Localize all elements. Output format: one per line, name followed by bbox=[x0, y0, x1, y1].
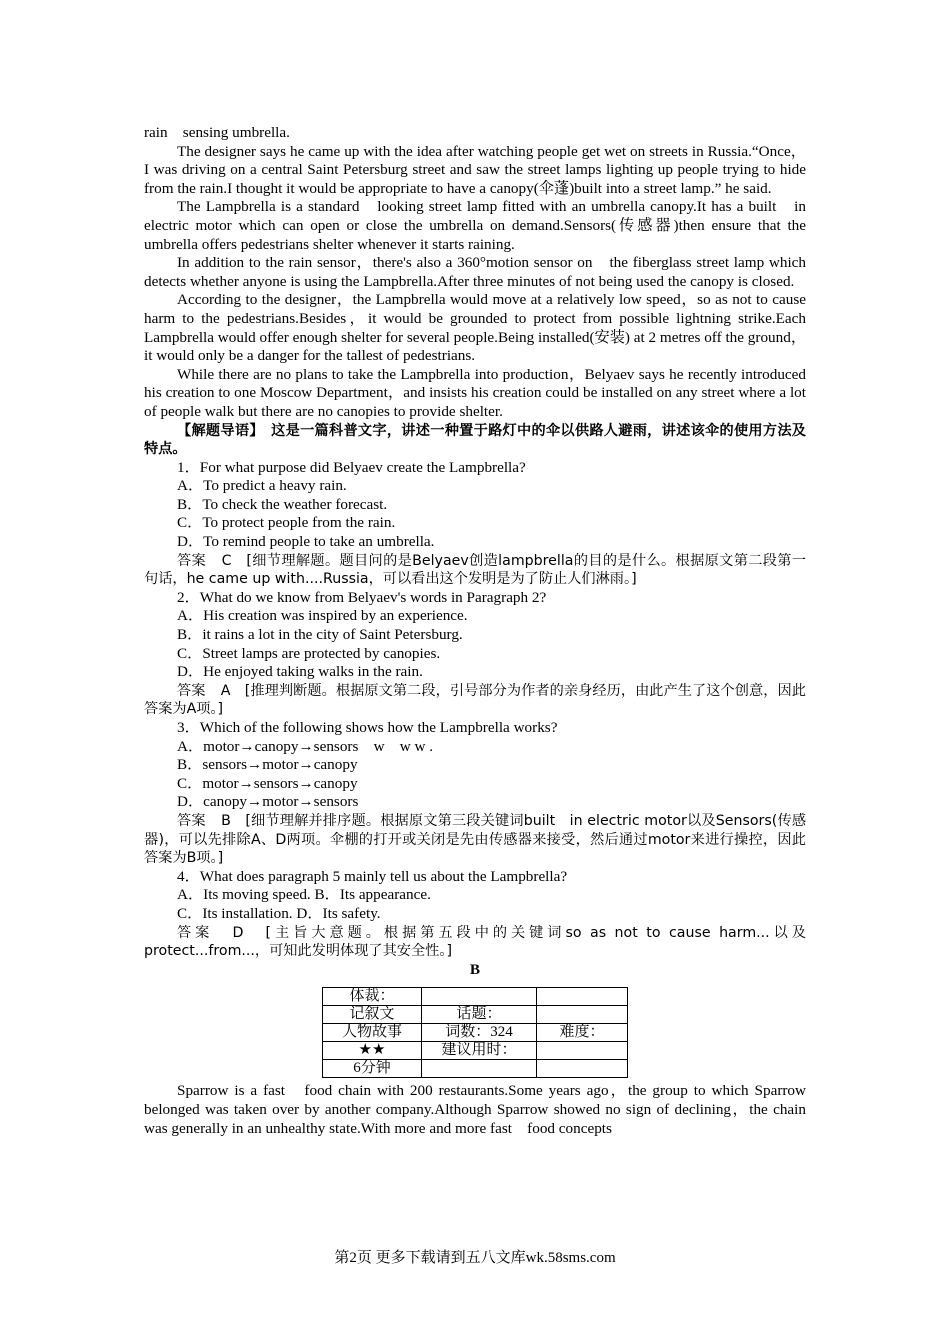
table-cell bbox=[537, 988, 628, 1006]
option: B．sensors→motor→canopy bbox=[177, 756, 358, 774]
option: A．motor→canopy→sensors w w w . bbox=[177, 737, 434, 755]
table-cell: 体裁： bbox=[323, 988, 422, 1006]
document-body bbox=[144, 124, 806, 1138]
option: B．it rains a lot in the city of Saint Petersburg. bbox=[177, 626, 463, 644]
table-cell bbox=[537, 1006, 628, 1024]
reading-guide: 【解题导语】 这是一篇科普文字，讲述一种置于路灯中的伞以供路人避雨，讲述该伞的使用方法及特点。 bbox=[144, 422, 806, 458]
option: D．To remind people to take an umbrella. bbox=[177, 533, 435, 551]
table-cell bbox=[537, 1060, 628, 1078]
passage-info-table bbox=[322, 987, 628, 1078]
paragraph: In addition to the rain sensor，there's also a 360°motion sensor on the fiberglass street lamp which detects whether anyone is using the Lampbrella.After three minutes of not being used the canopy is closed. bbox=[144, 254, 806, 290]
answer-explanation: 答案 C [细节理解题。题目问的是Belyaev创造lampbrella的目的是什么。根据原文第二段第一句话，he came up with....Russia，可以看出这个发明是为了防止人们淋雨。] bbox=[144, 552, 807, 588]
table-cell: 建议用时： bbox=[422, 1042, 537, 1060]
question-text: 3．Which of the following shows how the Lampbrella works? bbox=[177, 719, 558, 736]
table-row bbox=[323, 1060, 628, 1078]
table-cell: 记叙文 bbox=[323, 1006, 422, 1024]
section-heading: B bbox=[469, 960, 481, 978]
option: C．motor→sensors→canopy bbox=[177, 774, 358, 792]
option: D．canopy→motor→sensors bbox=[177, 793, 359, 811]
table-cell: ★★ bbox=[323, 1042, 422, 1060]
table-cell bbox=[537, 1042, 628, 1060]
answer-explanation: 答案 D [主旨大意题。根据第五段中的关键词so as not to cause harm...以及protect...from...，可知此发明体现了其安全性。] bbox=[144, 924, 806, 960]
answer-explanation: 答案 A [推理判断题。根据原文第二段，引号部分为作者的亲身经历，由此产生了这个创意，因此答案为A项。] bbox=[144, 682, 806, 718]
table-row bbox=[323, 988, 628, 1006]
table-row bbox=[323, 1006, 628, 1024]
question-3 bbox=[144, 719, 806, 868]
option: A．His creation was inspired by an experience. bbox=[177, 607, 468, 625]
question-text: 1．For what purpose did Belyaev create the Lampbrella? bbox=[177, 458, 526, 476]
table-row bbox=[323, 1024, 628, 1042]
paragraph: While there are no plans to take the Lampbrella into production，Belyaev says he recently introduced his creation to one Moscow Department，and insists his creation could be installed on any street where a lot of people walk but there are no canopies to provide shelter. bbox=[144, 365, 806, 420]
question-text: 2．What do we know from Belyaev's words in Paragraph 2? bbox=[177, 588, 547, 606]
table-cell bbox=[422, 1060, 537, 1078]
paragraph: The designer says he came up with the idea after watching people get wet on streets in Russia.“Once，I was driving on a central Saint Petersburg street and saw the street lamps lighting up people trying to hide from the rain.I thought it would be appropriate to have a canopy(伞蓬)built into a street lamp.” he said. bbox=[144, 142, 806, 197]
option: A．Its moving speed. B．Its appearance. bbox=[177, 886, 431, 904]
option: C．To protect people from the rain. bbox=[177, 514, 396, 532]
table-cell: 6分钟 bbox=[323, 1060, 422, 1078]
paragraph: rain sensing umbrella. bbox=[144, 124, 290, 141]
table-cell: 人物故事 bbox=[323, 1024, 422, 1042]
question-4 bbox=[144, 868, 806, 961]
answer-explanation: 答案 B [细节理解并排序题。根据原文第三段关键词built in electric motor以及Sensors(传感器)，可以先排除A、D两项。伞棚的打开或关闭是先由传感器来接受，然后通过motor来进行操控，因此答案为B项。] bbox=[144, 812, 807, 867]
option: B．To check the weather forecast. bbox=[177, 495, 388, 513]
paragraph: According to the designer，the Lampbrella would move at a relatively low speed，so as not to cause harm to the pedestrians.Besides，it would be grounded to protect from possible lightning strike.Each Lampbrella would offer enough shelter for several people.Being installed(安装) at 2 metres off the ground，it would only be a danger for the tallest of pedestrians. bbox=[144, 291, 807, 365]
table-cell: 词数：324 bbox=[422, 1024, 537, 1042]
page-footer: 第2页 更多下载请到五八文库wk.58sms.com bbox=[334, 1250, 616, 1266]
option: C．Its installation. D．Its safety. bbox=[177, 904, 381, 922]
paragraph: Sparrow is a fast food chain with 200 restaurants.Some years ago，the group to which Sparrow belonged was taken over by another company.Although Sparrow showed no sign of declining，the chain was generally in an unhealthy state.With more and more fast food concepts bbox=[144, 1082, 806, 1137]
table-cell: 话题： bbox=[422, 1006, 537, 1024]
option: A．To predict a heavy rain. bbox=[177, 477, 347, 495]
table-row bbox=[323, 1042, 628, 1060]
option: C．Street lamps are protected by canopies. bbox=[177, 644, 441, 662]
question-text: 4．What does paragraph 5 mainly tell us about the Lampbrella? bbox=[177, 867, 568, 885]
table-cell: 难度： bbox=[537, 1024, 628, 1042]
option: D．He enjoyed taking walks in the rain. bbox=[177, 663, 423, 681]
paragraph: The Lampbrella is a standard looking street lamp fitted with an umbrella canopy.It has a built in electric motor which can open or close the umbrella on demand.Sensors(传感器)then ensure that the umbrella offers pedestrians shelter whenever it starts raining. bbox=[144, 198, 806, 253]
question-1 bbox=[144, 459, 806, 589]
table-cell bbox=[422, 988, 537, 1006]
question-2 bbox=[144, 589, 806, 719]
